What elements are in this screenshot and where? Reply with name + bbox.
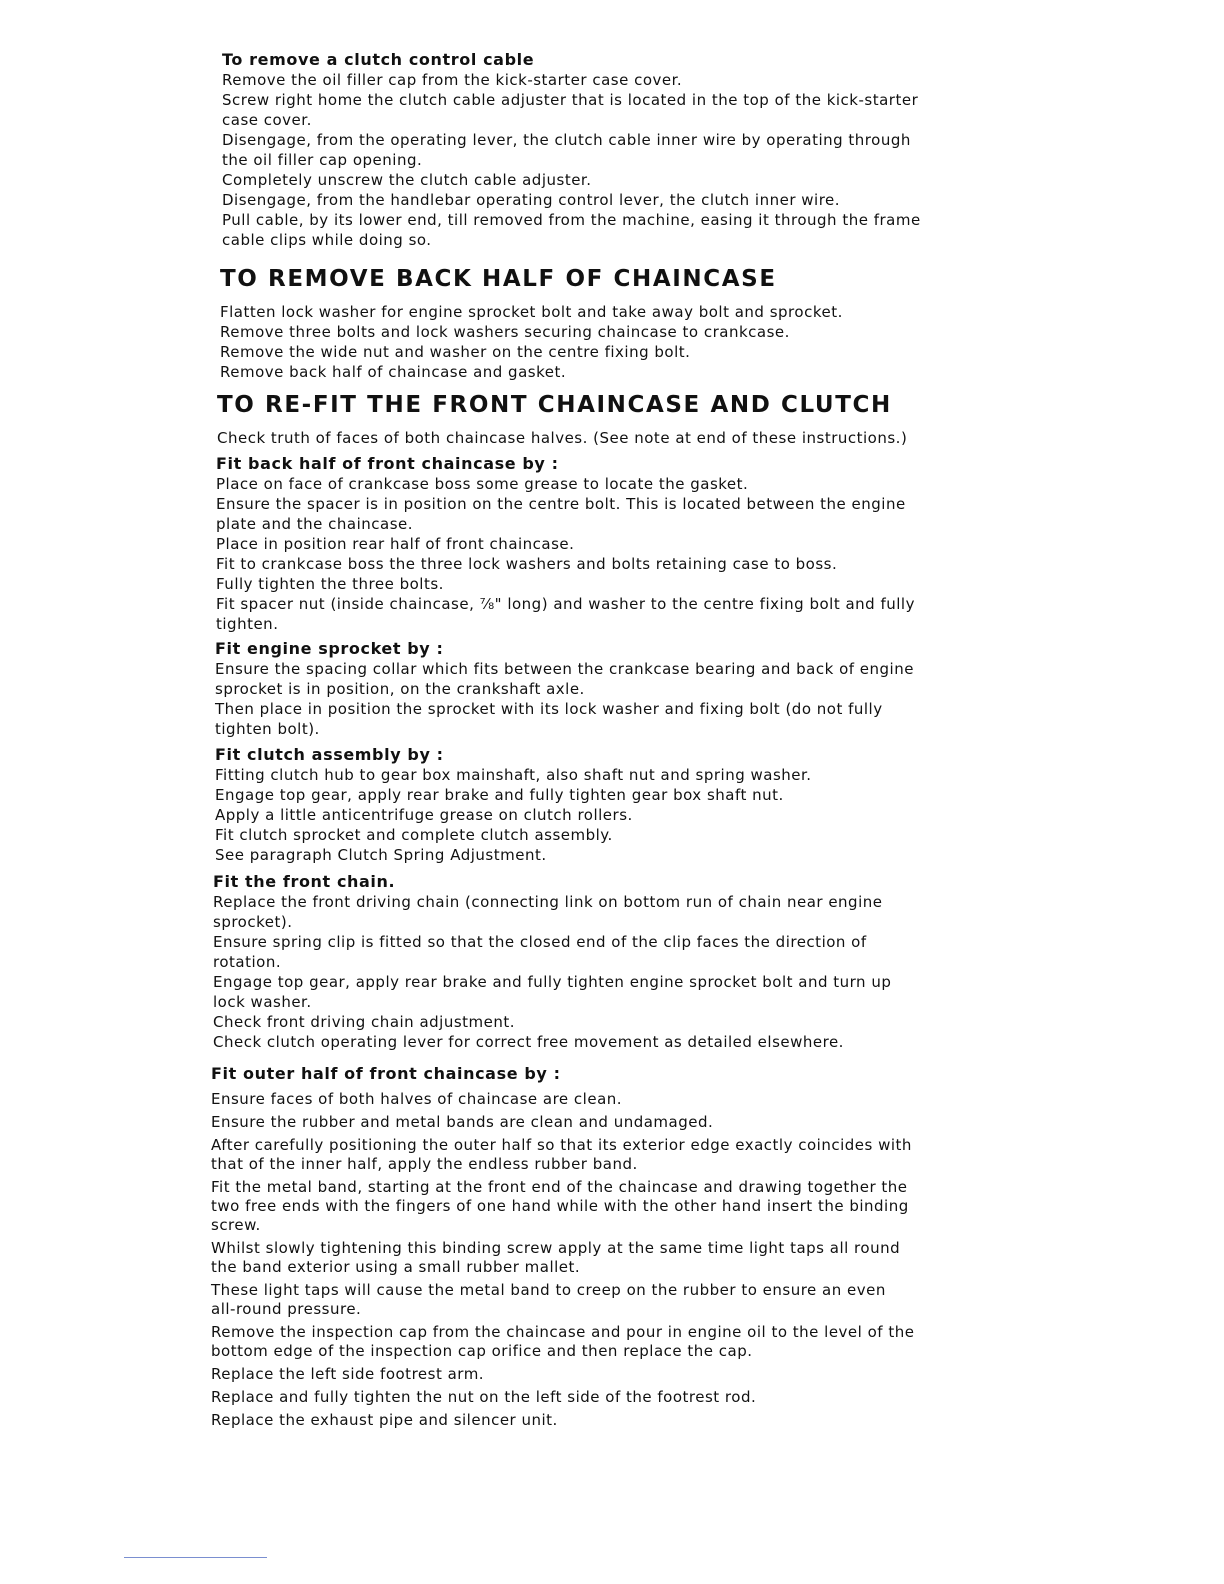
instruction-line: Engage top gear, apply rear brake and fully tighten engine sprocket bolt and turn up [213,973,892,991]
instruction-line: Remove back half of chaincase and gasket. [220,363,567,381]
instruction-line: Screw right home the clutch cable adjuster that is located in the top of the kick-starter [222,91,919,109]
instruction-line: After carefully positioning the outer half so that its exterior edge exactly coincides with that of the inner half, apply the endless rubber band. [211,1136,912,1173]
instruction-line: Replace the exhaust pipe and silencer unit. [211,1411,558,1429]
instruction-list [222,70,1012,250]
instruction-line: Place in position rear half of front chaincase. [216,535,575,553]
instruction-line: Then place in position the sprocket with its lock washer and fixing bolt (do not fully [215,700,883,718]
instruction-line: Engage top gear, apply rear brake and fully tighten gear box shaft nut. [215,786,784,804]
instruction-line: Disengage, from the operating lever, the clutch cable inner wire by operating through [222,131,911,149]
instruction-line: Whilst slowly tightening this binding screw apply at the same time light taps all round the band exterior using a small rubber mallet. [211,1239,901,1276]
instruction-line: Ensure the spacer is in position on the centre bolt. This is located between the engine [216,495,906,513]
instruction-line: Check clutch operating lever for correct free movement as detailed elsewhere. [213,1033,844,1051]
intro-note: Check truth of faces of both chaincase halves. (See note at end of these instructions.) [217,429,908,447]
instruction-line: Completely unscrew the clutch cable adjuster. [222,171,592,189]
instruction-line: Fit spacer nut (inside chaincase, ⅞" long) and washer to the centre fixing bolt and fully [216,595,915,613]
sub-fit-clutch-assembly [215,745,1005,865]
instruction-list [216,474,1006,634]
subsection-title: Fit engine sprocket by : [215,639,444,658]
instruction-line: Fit the metal band, starting at the front end of the chaincase and drawing together the two free ends with the fingers of one hand while with the other hand insert the binding screw. [211,1178,909,1234]
instruction-line: Remove the oil filler cap from the kick-starter case cover. [222,71,683,89]
instruction-list [213,892,1003,1052]
instruction-line: Ensure the rubber and metal bands are clean and undamaged. [211,1113,714,1131]
instruction-line: Flatten lock washer for engine sprocket bolt and take away bolt and sprocket. [220,303,843,321]
instruction-line: Replace the front driving chain (connecting link on bottom run of chain near engine [213,893,883,911]
footer-rule [124,1557,267,1558]
instruction-line: lock washer. [213,993,312,1011]
instruction-line: Ensure the spacing collar which fits between the crankcase bearing and back of engine [215,660,914,678]
sub-fit-engine-sprocket [215,639,1005,739]
instruction-line: These light taps will cause the metal band to creep on the rubber to ensure an even all-round pressure. [211,1281,886,1318]
section-title: To remove a clutch control cable [222,50,535,69]
instruction-list [220,302,1010,382]
instruction-line: Check front driving chain adjustment. [213,1013,516,1031]
section-heading: TO RE-FIT THE FRONT CHAINCASE AND CLUTCH [217,392,892,418]
instruction-line: Replace the left side footrest arm. [211,1365,485,1383]
subsection-title: Fit outer half of front chaincase by : [211,1064,561,1083]
section-remove-back-half [220,264,1010,382]
instruction-line: Fit to crankcase boss the three lock washers and bolts retaining case to boss. [216,555,838,573]
instruction-line: Fitting clutch hub to gear box mainshaft, also shaft nut and spring washer. [215,766,812,784]
section-refit-chaincase [217,390,1007,448]
instruction-line: the oil filler cap opening. [222,151,423,169]
instruction-line: case cover. [222,111,312,129]
subsection-title: Fit the front chain. [213,872,396,891]
instruction-line: sprocket). [213,913,293,931]
sub-fit-back-half [216,454,1006,634]
instruction-list [215,659,1005,739]
instruction-line: tighten. [216,615,279,633]
instruction-list [215,765,1005,865]
instruction-line: Remove the wide nut and washer on the centre fixing bolt. [220,343,691,361]
instruction-line: sprocket is in position, on the crankshaft axle. [215,680,585,698]
sub-fit-front-chain [213,872,1003,1052]
section-heading: TO REMOVE BACK HALF OF CHAINCASE [220,266,777,292]
subsection-title: Fit clutch assembly by : [215,745,444,764]
instruction-line: See paragraph Clutch Spring Adjustment. [215,846,547,864]
instruction-line: Ensure faces of both halves of chaincase are clean. [211,1090,623,1108]
section-remove-clutch-cable [222,50,1012,250]
instruction-line: Fully tighten the three bolts. [216,575,444,593]
instruction-line: cable clips while doing so. [222,231,432,249]
instruction-line: Fit clutch sprocket and complete clutch assembly. [215,826,613,844]
instruction-line: Remove three bolts and lock washers securing chaincase to crankcase. [220,323,790,341]
instruction-line: tighten bolt). [215,720,320,738]
subsection-title: Fit back half of front chaincase by : [216,454,559,473]
instruction-line: Place on face of crankcase boss some grease to locate the gasket. [216,475,749,493]
instruction-line: rotation. [213,953,282,971]
instruction-line: Ensure spring clip is fitted so that the closed end of the clip faces the direction of [213,933,867,951]
instruction-line: Remove the inspection cap from the chaincase and pour in engine oil to the level of the bottom edge of the inspection cap orifice and then replace the cap. [211,1323,915,1360]
instruction-list [211,1090,1006,1430]
instruction-line: Apply a little anticentrifuge grease on clutch rollers. [215,806,633,824]
instruction-line: Disengage, from the handlebar operating control lever, the clutch inner wire. [222,191,841,209]
instruction-line: Pull cable, by its lower end, till removed from the machine, easing it through the frame [222,211,921,229]
instruction-line: Replace and fully tighten the nut on the left side of the footrest rod. [211,1388,757,1406]
sub-fit-outer-half [211,1064,1006,1434]
instruction-line: plate and the chaincase. [216,515,414,533]
